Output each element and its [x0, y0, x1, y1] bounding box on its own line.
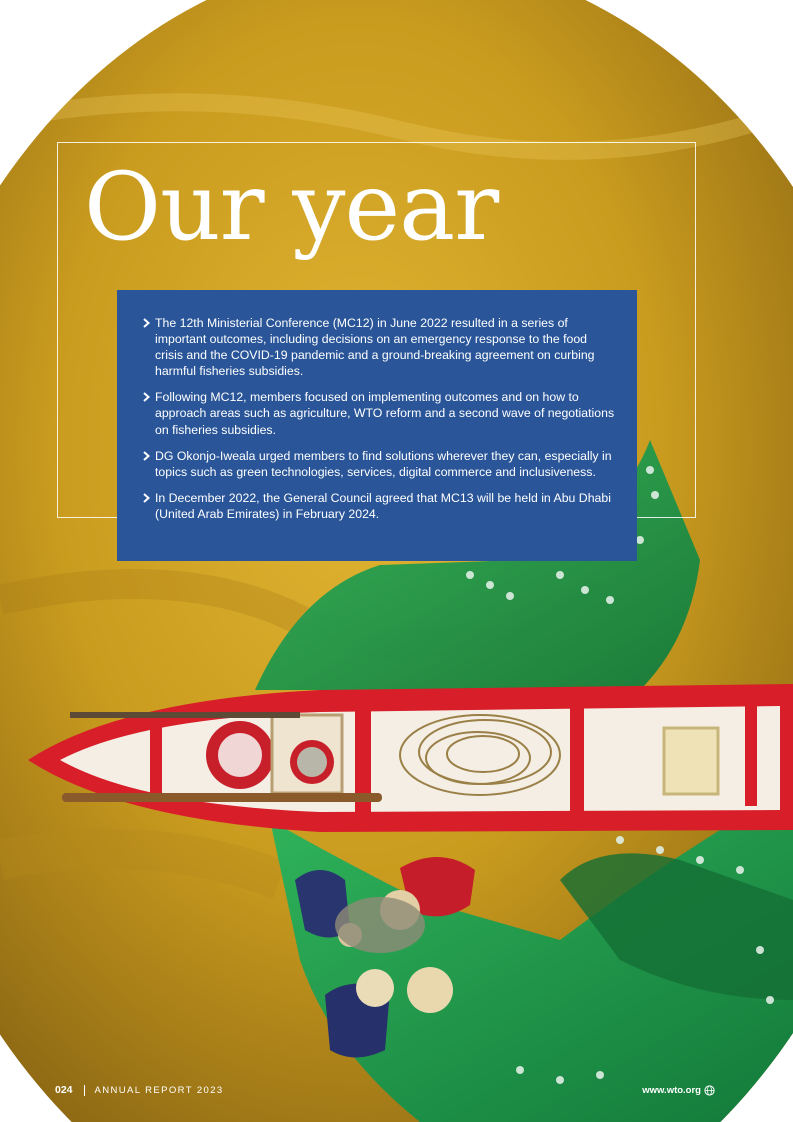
bullet-text: Following MC12, members focused on implementing outcomes and on how to approach areas such as agriculture, WTO reform and a second wave of negotiations on fisheries subsidies. [155, 390, 615, 437]
bullet-item [145, 448, 617, 480]
chevron-right-icon [142, 451, 151, 461]
website-link[interactable]: www.wto.org [642, 1085, 701, 1096]
report-title: ANNUAL REPORT 2023 [94, 1084, 224, 1096]
bullet-text: The 12th Ministerial Conference (MC12) in June 2022 resulted in a series of important outcomes, including decisions on an emergency response to the food crisis and the COVID-19 pandemic and a ground-breaking agreement on curbing harmful fisheries subsidies. [155, 316, 595, 379]
chevron-right-icon [142, 392, 151, 402]
bullet-text: DG Okonjo-Iweala urged members to find solutions wherever they can, especially in topics such as green technologies, services, digital commerce and inclusiveness. [155, 448, 612, 479]
summary-panel [117, 290, 637, 561]
chevron-right-icon [142, 493, 151, 503]
bullet-item [145, 389, 617, 437]
globe-icon [704, 1085, 715, 1096]
page-footer [55, 1084, 224, 1096]
chevron-right-icon [142, 318, 151, 328]
footer-divider [84, 1085, 85, 1096]
bullet-item [145, 490, 617, 522]
page-title: Our year [84, 153, 499, 262]
bullet-item [145, 315, 617, 379]
bullet-text: In December 2022, the General Council agreed that MC13 will be held in Abu Dhabi (United Arab Emirates) in February 2024. [155, 490, 611, 521]
page-number: 024 [55, 1084, 73, 1096]
